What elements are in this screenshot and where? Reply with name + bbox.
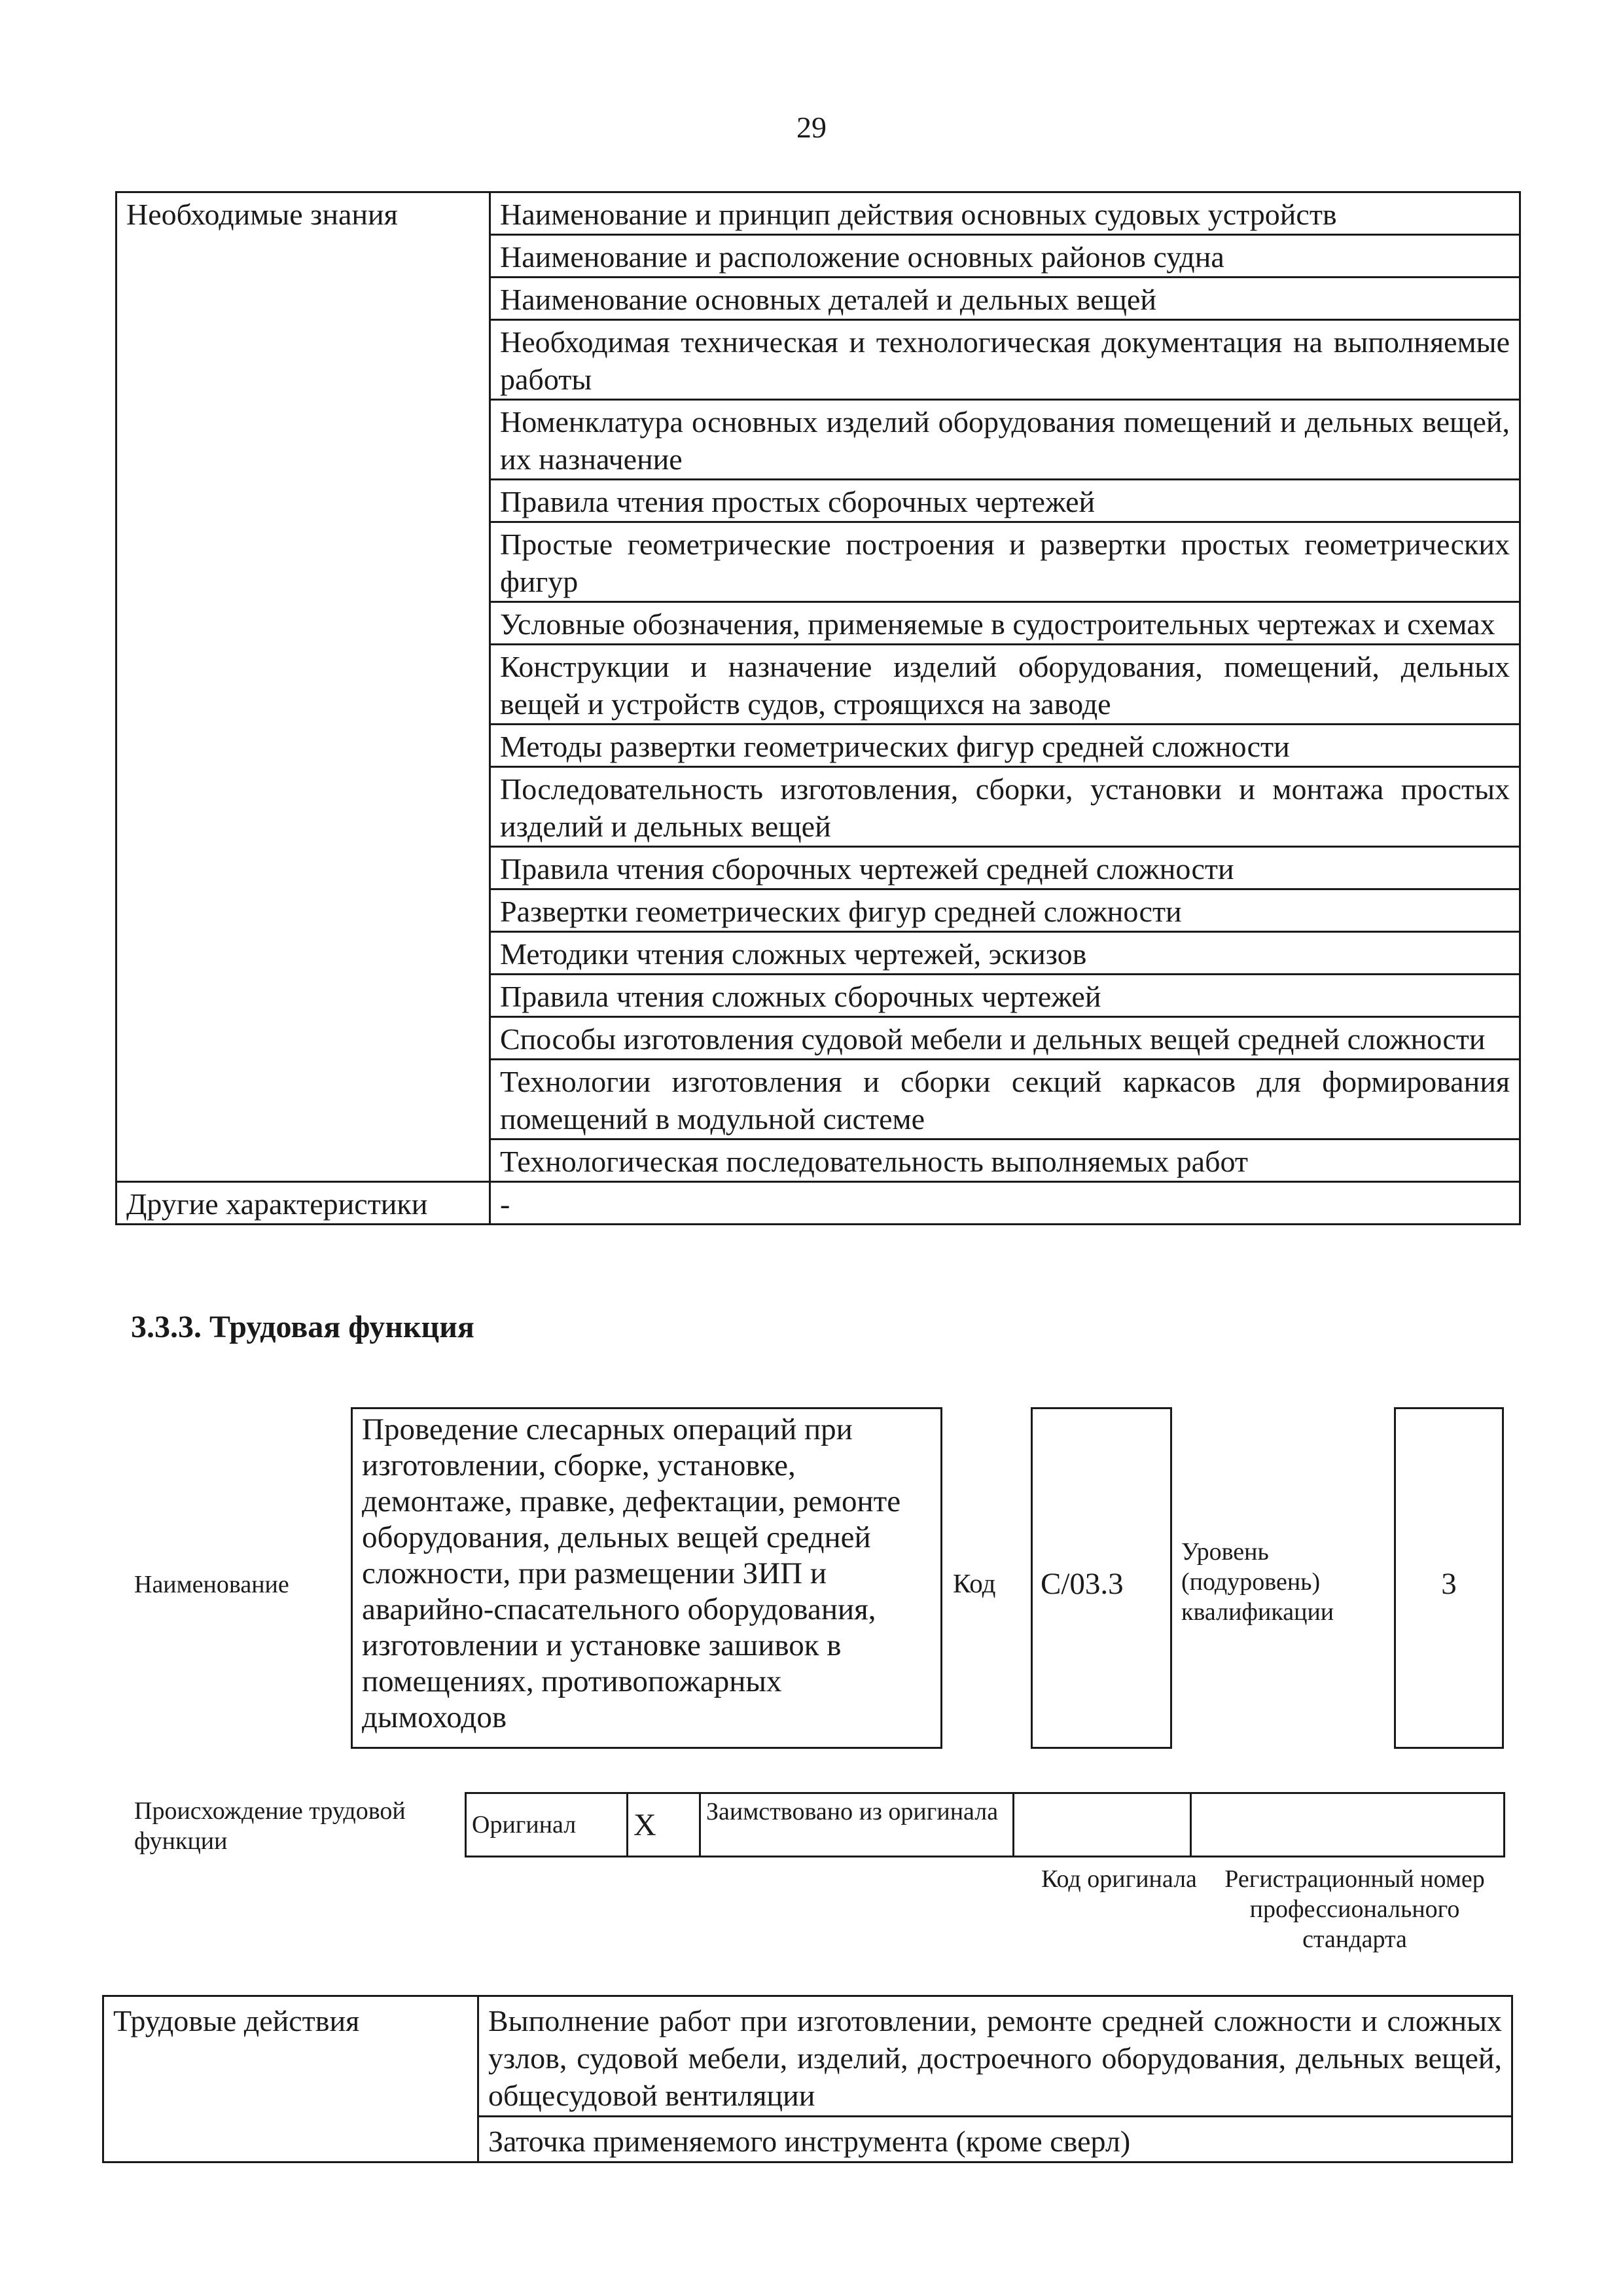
- registration-number-cell: [1191, 1793, 1505, 1857]
- knowledge-item: Методы развертки геометрических фигур средней сложности: [490, 725, 1520, 767]
- section-heading: 3.3.3. Трудовая функция: [131, 1310, 474, 1344]
- labor-action-item: Выполнение работ при изготовлении, ремонте средней сложности и сложных узлов, судовой мебели, изделий, достроечного оборудования, дельных вещей, общесудовой вентиляции: [478, 1996, 1512, 2117]
- borrowed-cell: Заимствовано из оригинала: [700, 1793, 1014, 1857]
- knowledge-item: Условные обозначения, применяемые в судостроительных чертежах и схемах: [490, 602, 1520, 645]
- labor-action-item: Заточка применяемого инструмента (кроме сверл): [478, 2117, 1512, 2162]
- origin-label: Происхождение трудовой функции: [134, 1797, 406, 1855]
- knowledge-item: Конструкции и назначение изделий оборудования, помещений, дельных вещей и устройств судов, строящихся на заводе: [490, 645, 1520, 725]
- other-characteristics-value: -: [490, 1182, 1520, 1225]
- knowledge-table: [115, 191, 1521, 1225]
- code-box: C/03.3: [1031, 1407, 1172, 1749]
- registration-number-legend: Регистрационный номер профессионального стандарта: [1224, 1865, 1485, 1953]
- knowledge-item: Наименование основных деталей и дельных вещей: [490, 278, 1520, 320]
- knowledge-item: Способы изготовления судовой мебели и дельных вещей средней сложности: [490, 1017, 1520, 1060]
- knowledge-item: Правила чтения простых сборочных чертежей: [490, 480, 1520, 522]
- knowledge-item: Необходимая техническая и технологическая документация на выполняемые работы: [490, 320, 1520, 400]
- knowledge-label: Необходимые знания: [116, 192, 490, 1182]
- knowledge-item: Развертки геометрических фигур средней сложности: [490, 889, 1520, 932]
- knowledge-item: Технологическая последовательность выполняемых работ: [490, 1139, 1520, 1182]
- knowledge-item: Правила чтения сборочных чертежей средней сложности: [490, 847, 1520, 889]
- original-mark: X: [628, 1793, 700, 1857]
- original-code-cell: [1014, 1793, 1191, 1857]
- other-characteristics-label: Другие характеристики: [116, 1182, 490, 1225]
- function-name-box: Проведение слесарных операций при изготовлении, сборке, установке, демонтаже, правке, дефектации, ремонте оборудования, дельных вещей средней сложности, при размещении ЗИП и аварийно-спасательного оборудования, изготовлении и установке зашивок в помещениях, противопожарных дымоходов: [351, 1407, 942, 1749]
- knowledge-item: Правила чтения сложных сборочных чертежей: [490, 975, 1520, 1017]
- labor-actions-table: [102, 1995, 1513, 2163]
- qualification-level-box: 3: [1394, 1407, 1504, 1749]
- knowledge-item: Технологии изготовления и сборки секций каркасов для формирования помещений в модульной системе: [490, 1060, 1520, 1139]
- original-label: Оригинал: [472, 1811, 577, 1839]
- origin-table: [465, 1792, 1505, 1857]
- original-code-legend: Код оригинала: [1041, 1865, 1197, 1893]
- name-label: Наименование: [134, 1571, 289, 1598]
- page-number: 29: [796, 111, 827, 144]
- labor-actions-label: Трудовые действия: [103, 1996, 478, 2162]
- knowledge-item: Наименование и принцип действия основных судовых устройств: [490, 192, 1520, 235]
- knowledge-item: Наименование и расположение основных районов судна: [490, 235, 1520, 278]
- knowledge-item: Номенклатура основных изделий оборудования помещений и дельных вещей, их назначение: [490, 400, 1520, 480]
- knowledge-item: Методики чтения сложных чертежей, эскизов: [490, 932, 1520, 975]
- qualification-level-label: Уровень (подуровень) квалификации: [1181, 1538, 1334, 1626]
- code-label: Код: [953, 1568, 996, 1598]
- knowledge-item: Последовательность изготовления, сборки, установки и монтажа простых изделий и дельных вещей: [490, 767, 1520, 847]
- knowledge-item: Простые геометрические построения и развертки простых геометрических фигур: [490, 522, 1520, 602]
- original-cell: [466, 1793, 628, 1857]
